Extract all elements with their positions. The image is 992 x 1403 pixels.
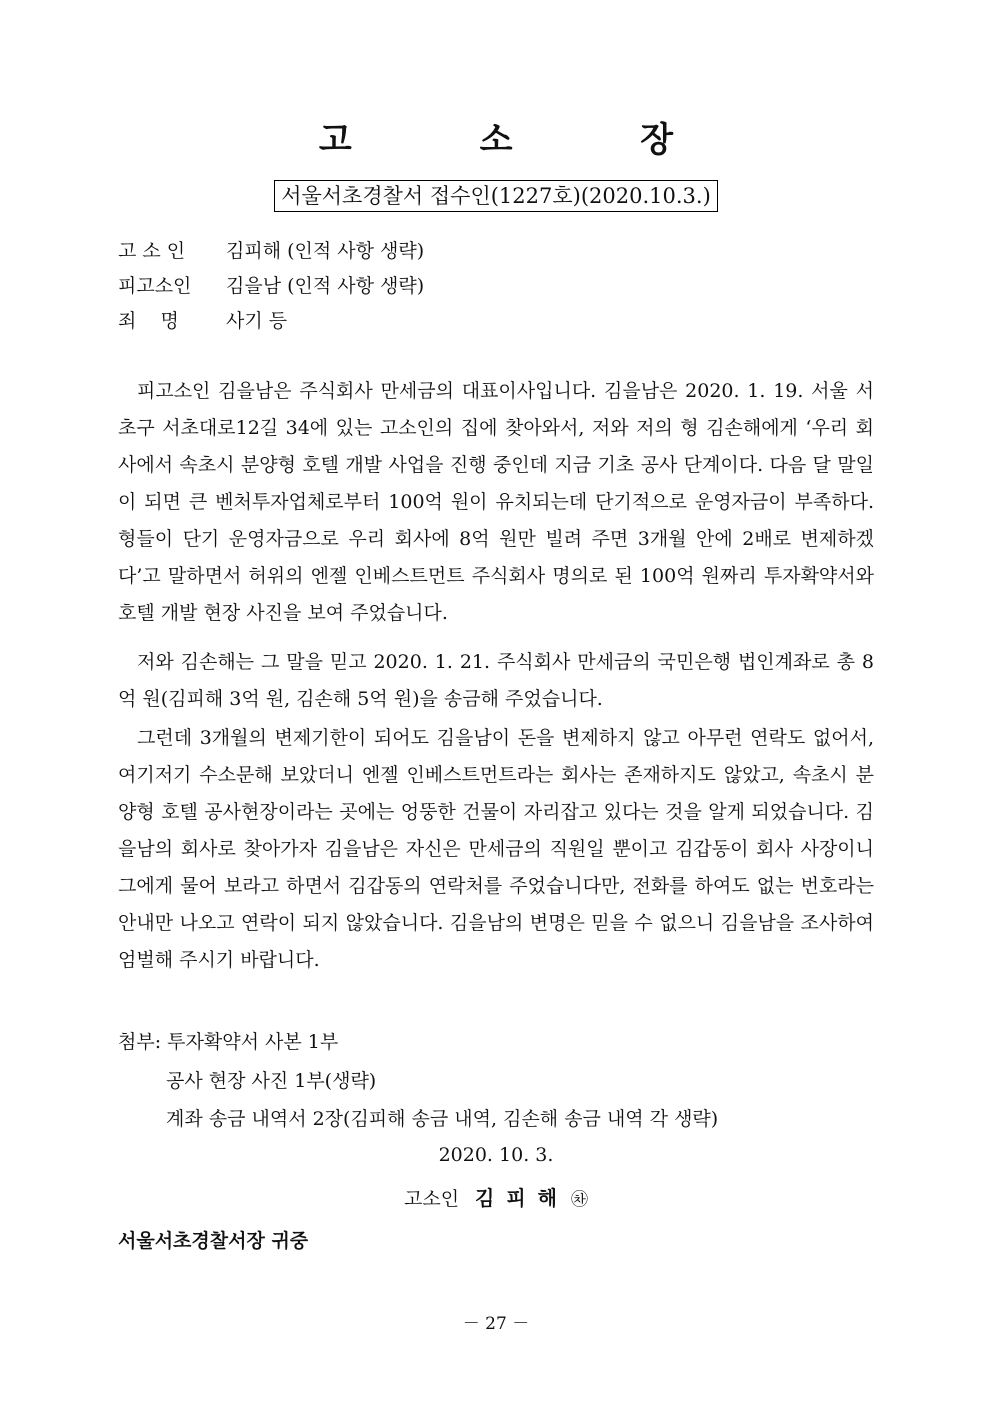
party-label: 죄 명 bbox=[118, 310, 179, 332]
body-paragraph-3 bbox=[118, 720, 874, 979]
recipient: 서울서초경찰서장 귀중 bbox=[118, 1230, 309, 1252]
seal-mark: ㉷ bbox=[571, 1190, 589, 1210]
document-title: 고 소 장 bbox=[318, 120, 732, 160]
attachment-row-1 bbox=[118, 1027, 338, 1057]
body-paragraph-2 bbox=[118, 644, 874, 718]
paragraph-text: 저와 김손해는 그 말을 믿고 2020. 1. 21. 주식회사 만세금의 국민은행 법인계좌로 총 8억 원(김피해 3억 원, 김손해 5억 원)을 송금해 주었습니다. bbox=[118, 651, 874, 710]
party-value: 김피해 (인적 사항 생략) bbox=[226, 240, 425, 262]
attachment-row-2 bbox=[166, 1066, 376, 1096]
party-value: 김을남 (인적 사항 생략) bbox=[226, 275, 425, 297]
receipt-stamp-row bbox=[0, 180, 992, 212]
body-paragraph-1 bbox=[118, 373, 874, 632]
party-accused bbox=[118, 271, 424, 301]
party-complainant bbox=[118, 236, 424, 266]
party-label: 고 소 인 bbox=[118, 240, 186, 262]
party-charge bbox=[118, 306, 287, 336]
page-number: － 27 － bbox=[462, 1314, 530, 1334]
receipt-stamp: 서울서초경찰서 접수인(1227호)(2020.10.3.) bbox=[274, 180, 718, 212]
party-value: 사기 등 bbox=[226, 310, 288, 332]
signature-name: 김피해 bbox=[475, 1186, 570, 1210]
attachment-item: 계좌 송금 내역서 2장(김피해 송금 내역, 김손해 송금 내역 각 생략) bbox=[166, 1108, 719, 1130]
party-label: 피고소인 bbox=[118, 275, 192, 297]
paragraph-text: 피고소인 김을남은 주식회사 만세금의 대표이사입니다. 김을남은 2020. 1. 19. 서울 서초구 서초대로12길 34에 있는 고소인의 집에 찾아와서, 저와 저의 형 김손해에게 ‘우리 회사에서 속초시 분양형 호텔 개발 사업을 진행 중인데 지금 기초 공사 단계이다. 다음 달 말일이 되면 큰 벤처투자업체로부터 100억 원이 유치되는데 단기적으로 운영자금이 부족하다. 형들이 단기 운영자금으로 우리 회사에 8억 원만 빌려 주면 3개월 안에 2배로 변제하겠다’고 말하면서 허위의 엔젤 인베스트먼트 주식회사 명의로 된 100억 원짜리 투자확약서와 호텔 개발 현장 사진을 보여 주었습니다. bbox=[118, 380, 874, 624]
attachment-row-3 bbox=[166, 1104, 718, 1134]
signature-row bbox=[0, 1183, 992, 1215]
signature-label: 고소인 bbox=[403, 1188, 460, 1210]
attachment-label: 첨부: bbox=[118, 1031, 162, 1053]
document-date: 2020. 10. 3. bbox=[438, 1144, 554, 1166]
attachment-item: 투자확약서 사본 1부 bbox=[167, 1031, 339, 1053]
paragraph-text: 그런데 3개월의 변제기한이 되어도 김을남이 돈을 변제하지 않고 아무런 연락도 없어서, 여기저기 수소문해 보았더니 엔젤 인베스트먼트라는 회사는 존재하지도 않았고, 속초시 분양형 호텔 공사현장이라는 곳에는 엉뚱한 건물이 자리잡고 있다는 것을 알게 되었습니다. 김을남의 회사로 찾아가자 김을남은 자신은 만세금의 직원일 뿐이고 김갑동이 회사 사장이니 그에게 물어 보라고 하면서 김갑동의 연락처를 주었습니다만, 전화를 하여도 없는 번호라는 안내만 나오고 연락이 되지 않았습니다. 김을남의 변명은 믿을 수 없으니 김을남을 조사하여 엄벌해 주시기 바랍니다. bbox=[118, 727, 874, 971]
attachment-item: 공사 현장 사진 1부(생략) bbox=[166, 1070, 377, 1092]
